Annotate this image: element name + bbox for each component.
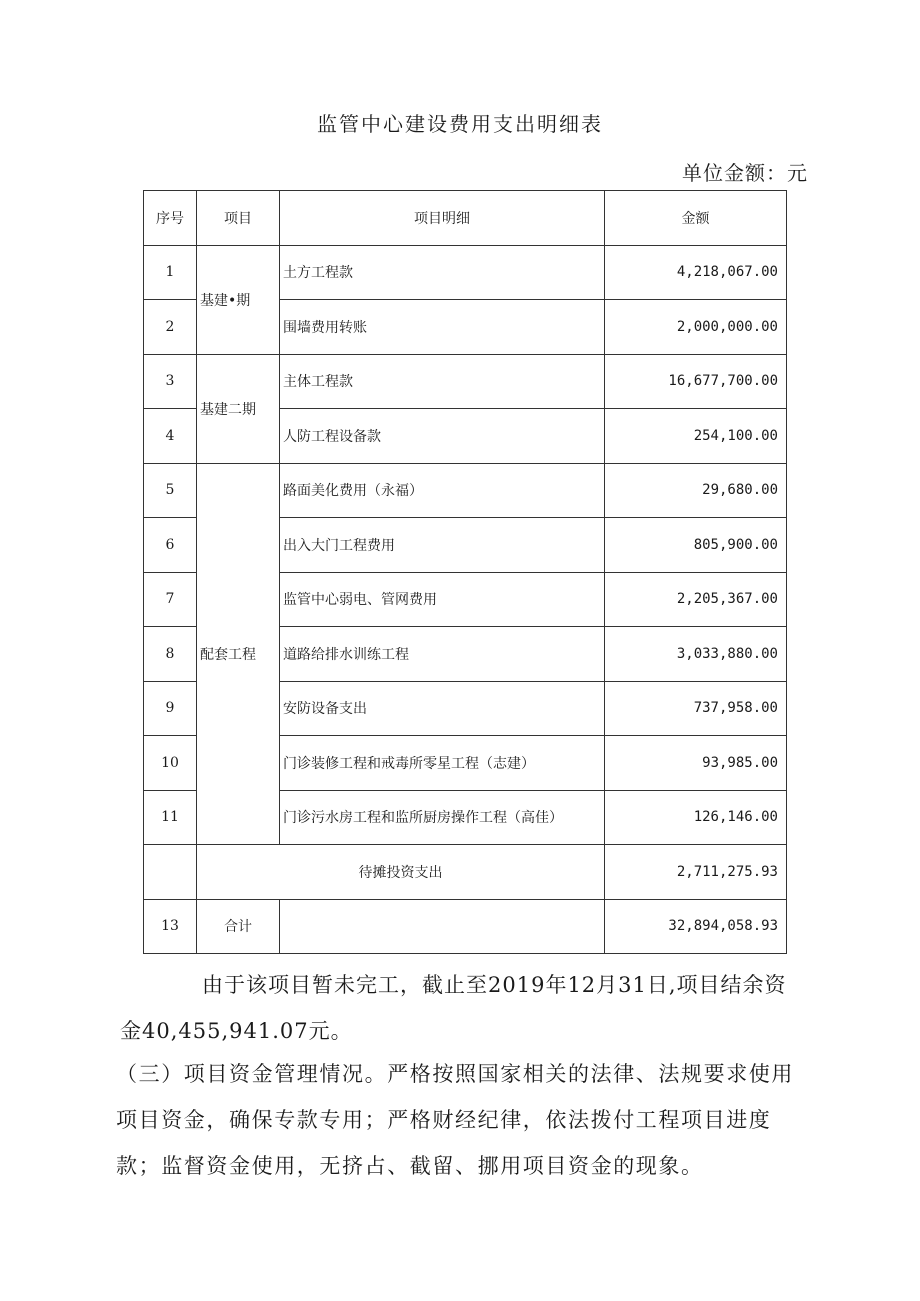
header-no: 序号 — [144, 191, 197, 246]
group-cell: 配套工程 — [197, 463, 280, 845]
row-no: 9 — [144, 681, 197, 736]
row-no: 2 — [144, 300, 197, 355]
unit-label: 单位金额：元 — [682, 161, 808, 185]
row-no: 5 — [144, 463, 197, 518]
row-detail: 门诊装修工程和戒毒所零星工程（志建） — [280, 736, 605, 791]
header-detail: 项目明细 — [280, 191, 605, 246]
header-item: 项目 — [197, 191, 280, 246]
header-amount: 金额 — [605, 191, 787, 246]
table-header-row — [144, 191, 787, 246]
table-row — [144, 354, 787, 409]
group-cell: 基建二期 — [197, 354, 280, 463]
row-amount: 3,033,880.00 — [605, 627, 787, 682]
row-detail: 路面美化费用（永福） — [280, 463, 605, 518]
group-cell: 基建•期 — [197, 245, 280, 354]
total-detail — [280, 899, 605, 954]
total-amount: 32,894,058.93 — [605, 899, 787, 954]
total-label: 合计 — [197, 899, 280, 954]
row-no: 3 — [144, 354, 197, 409]
row-detail: 道路给排水训练工程 — [280, 627, 605, 682]
expense-table — [143, 190, 787, 954]
row-detail: 门诊污水房工程和监所厨房操作工程（高佳） — [280, 790, 605, 845]
row-detail: 主体工程款 — [280, 354, 605, 409]
row-no: 1 — [144, 245, 197, 300]
row-no: 8 — [144, 627, 197, 682]
pending-amount: 2,711,275.93 — [605, 845, 787, 900]
row-amount: 805,900.00 — [605, 518, 787, 573]
row-amount: 254,100.00 — [605, 409, 787, 464]
row-amount: 737,958.00 — [605, 681, 787, 736]
fund-management-paragraph: （三）项目资金管理情况。严格按照国家相关的法律、法规要求使用项目资金，确保专款专用；严格财经纪律，依法拨付工程项目进度款；监督资金使用，无挤占、截留、挪用项目资金的现象。 — [116, 1062, 794, 1178]
row-detail: 人防工程设备款 — [280, 409, 605, 464]
pending-no — [144, 845, 197, 900]
row-amount: 4,218,067.00 — [605, 245, 787, 300]
row-detail: 监管中心弱电、管网费用 — [280, 572, 605, 627]
row-no: 10 — [144, 736, 197, 791]
row-no: 7 — [144, 572, 197, 627]
row-no: 4 — [144, 409, 197, 464]
row-amount: 2,000,000.00 — [605, 300, 787, 355]
row-detail: 安防设备支出 — [280, 681, 605, 736]
table-row — [144, 463, 787, 518]
row-detail: 围墙费用转账 — [280, 300, 605, 355]
row-amount: 126,146.00 — [605, 790, 787, 845]
row-amount: 29,680.00 — [605, 463, 787, 518]
row-no: 6 — [144, 518, 197, 573]
balance-paragraph: 由于该项目暂未完工，截止至2019年12月31日,项目结余资金40,455,941.07元。 — [120, 973, 787, 1043]
pending-row — [144, 845, 787, 900]
row-no: 11 — [144, 790, 197, 845]
total-row — [144, 899, 787, 954]
page-title: 监管中心建设费用支出明细表 — [317, 112, 603, 136]
pending-label: 待摊投资支出 — [197, 845, 605, 900]
table-row — [144, 245, 787, 300]
total-no: 13 — [144, 899, 197, 954]
row-amount: 2,205,367.00 — [605, 572, 787, 627]
row-detail: 出入大门工程费用 — [280, 518, 605, 573]
row-amount: 93,985.00 — [605, 736, 787, 791]
row-detail: 土方工程款 — [280, 245, 605, 300]
row-amount: 16,677,700.00 — [605, 354, 787, 409]
